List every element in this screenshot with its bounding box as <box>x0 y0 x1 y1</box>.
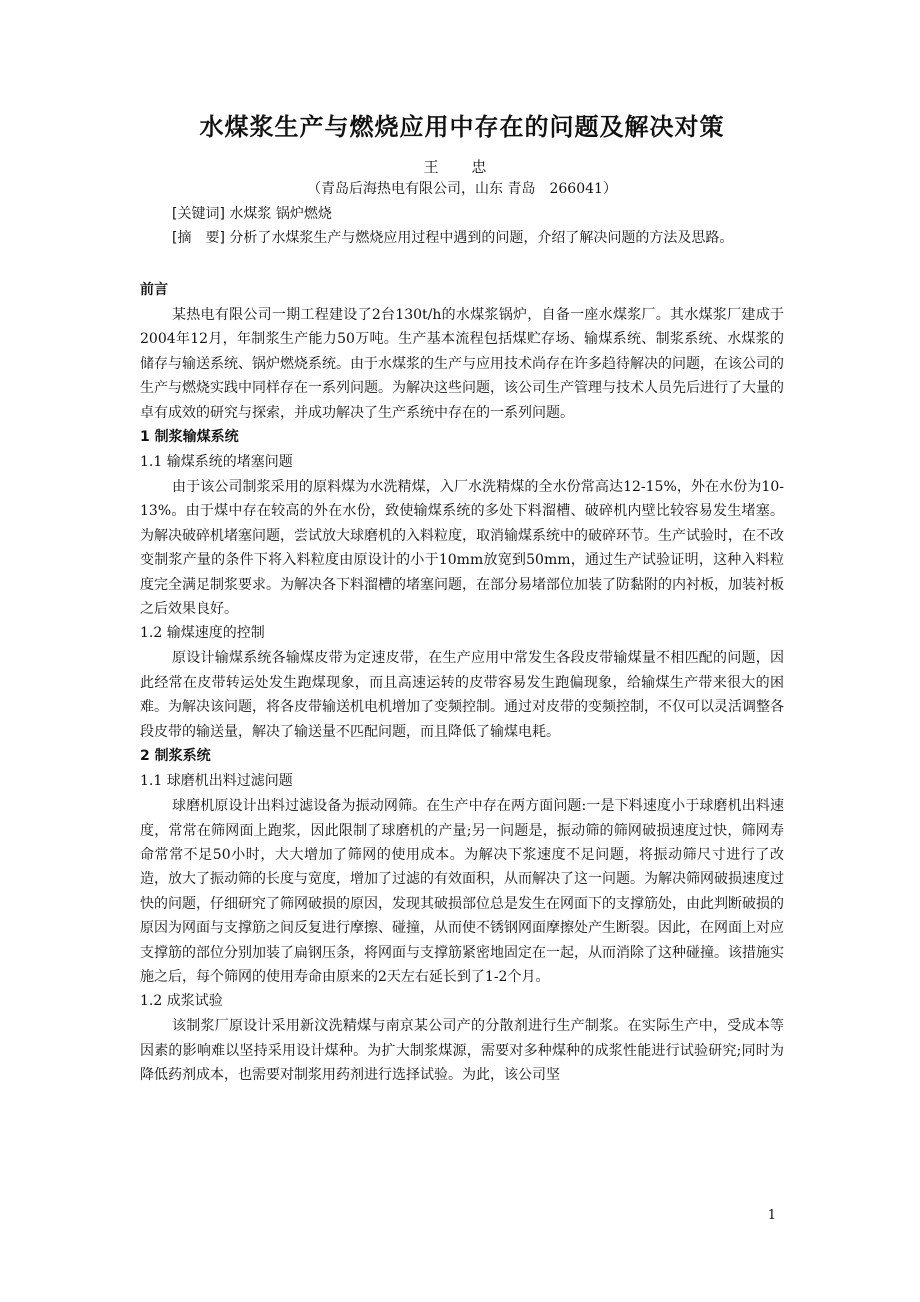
subsection-heading-1-2: 1.2 输煤速度的控制 <box>140 625 265 642</box>
subsection-heading-2-2: 1.2 成浆试验 <box>140 993 223 1010</box>
author-name: 王 忠 <box>423 158 501 176</box>
subsection-heading-1-1: 1.1 输煤系统的堵塞问题 <box>140 454 293 471</box>
paragraph-2-2: 该制浆厂原设计采用新汶洗精煤与南京某公司产的分散剂进行生产制浆。在实际生产中，受成本等因素的影响难以坚持采用设计煤种。为扩大制浆煤源，需要对多种煤种的成浆性能进行试验研究;同时为降低药剂成本，也需要对制浆用药剂进行选择试验。为此，该公司坚 <box>140 1018 784 1084</box>
paragraph-1-2: 原设计输煤系统各输煤皮带为定速皮带，在生产应用中常发生各段皮带输煤量不相匹配的问题，因此经常在皮带转运处发生跑煤现象，而且高速运转的皮带容易发生跑偏现象，给输煤生产带来很大的困难。为解决该问题，将各皮带输送机电机增加了变频控制。通过对皮带的变频控制，不仅可以灵活调整各段皮带的输送量，解决了输送量不匹配问题，而且降低了输煤电耗。 <box>140 650 784 740</box>
section-heading-preface: 前言 <box>140 282 168 298</box>
subsection-heading-2-1: 1.1 球磨机出料过滤问题 <box>140 773 293 790</box>
paragraph-1-1: 由于该公司制浆采用的原料煤为水洗精煤，入厂水洗精煤的全水份常高达12-15%，外在水份为10-13%。由于煤中存在较高的外在水份，致使输煤系统的多处下料溜槽、破碎机内壁比较容易发生堵塞。为解决破碎机堵塞问题，尝试放大球磨机的入料粒度，取消输煤系统中的破碎环节。生产试验时，在不改变制浆产量的条件下将入料粒度由原设计的小于10mm放宽到50mm，通过生产试验证明，这种入料粒度完全满足制浆要求。为解决各下料溜槽的堵塞问题，在部分易堵部位加装了防黏附的内衬板，加装衬板之后效果良好。 <box>140 479 784 618</box>
page-number: 1 <box>767 1208 776 1223</box>
section-heading-2: 2 制浆系统 <box>140 748 211 765</box>
section-heading-1: 1 制浆输煤系统 <box>140 429 239 446</box>
abstract-label: [摘 要] <box>172 230 225 246</box>
author-affiliation: （青岛后海热电有限公司，山东 青岛 266041） <box>307 181 617 197</box>
keywords-text: 水煤浆 锅炉燃烧 <box>224 206 332 222</box>
spacer <box>140 250 784 278</box>
document-page <box>140 112 784 1088</box>
document-title: 水煤浆生产与燃烧应用中存在的问题及解决对策 <box>199 113 725 141</box>
paragraph-2-1: 球磨机原设计出料过滤设备为振动网筛。在生产中存在两方面问题:一是下料速度小于球磨机出料速度，常常在筛网面上跑浆，因此限制了球磨机的产量;另一问题是，振动筛的筛网破损速度过快，筛网寿命常常不足50小时，大大增加了筛网的使用成本。为解决下浆速度不足问题，将振动筛尺寸进行了改造，放大了振动筛的长度与宽度，增加了过滤的有效面积，从而解决了这一问题。为解决筛网破损速度过快的问题，仔细研究了筛网破损的原因，发现其破损部位总是发生在网面下的支撑筋处，由此判断破损的原因为网面与支撑筋之间反复进行摩擦、碰撞，从而使不锈钢网面摩擦处产生断裂。因此，在网面上对应支撑筋的部位分别加装了扁钢压条，将网面与支撑筋紧密地固定在一起，从而消除了这种碰撞。该措施实施之后，每个筛网的使用寿命由原来的2天左右延长到了1-2个月。 <box>140 798 784 985</box>
keywords-line <box>140 202 784 226</box>
abstract-line <box>140 226 784 250</box>
keywords-label: [关键词] <box>172 206 225 222</box>
paragraph-preface: 某热电有限公司一期工程建设了2台130t/h的水煤浆锅炉，自备一座水煤浆厂。其水煤浆厂建成于2004年12月，年制浆生产能力50万吨。生产基本流程包括煤贮存场、输煤系统、制浆系统、水煤浆的储存与输送系统、锅炉燃烧系统。由于水煤浆的生产与应用技术尚存在许多趋待解决的问题，在该公司的生产与燃烧实践中同样存在一系列问题。为解决这些问题，该公司生产管理与技术人员先后进行了大量的卓有成效的研究与探索，并成功解决了生产系统中存在的一系列问题。 <box>140 307 784 421</box>
abstract-text: 分析了水煤浆生产与燃烧应用过程中遇到的问题，介绍了解决问题的方法及思路。 <box>224 230 734 246</box>
